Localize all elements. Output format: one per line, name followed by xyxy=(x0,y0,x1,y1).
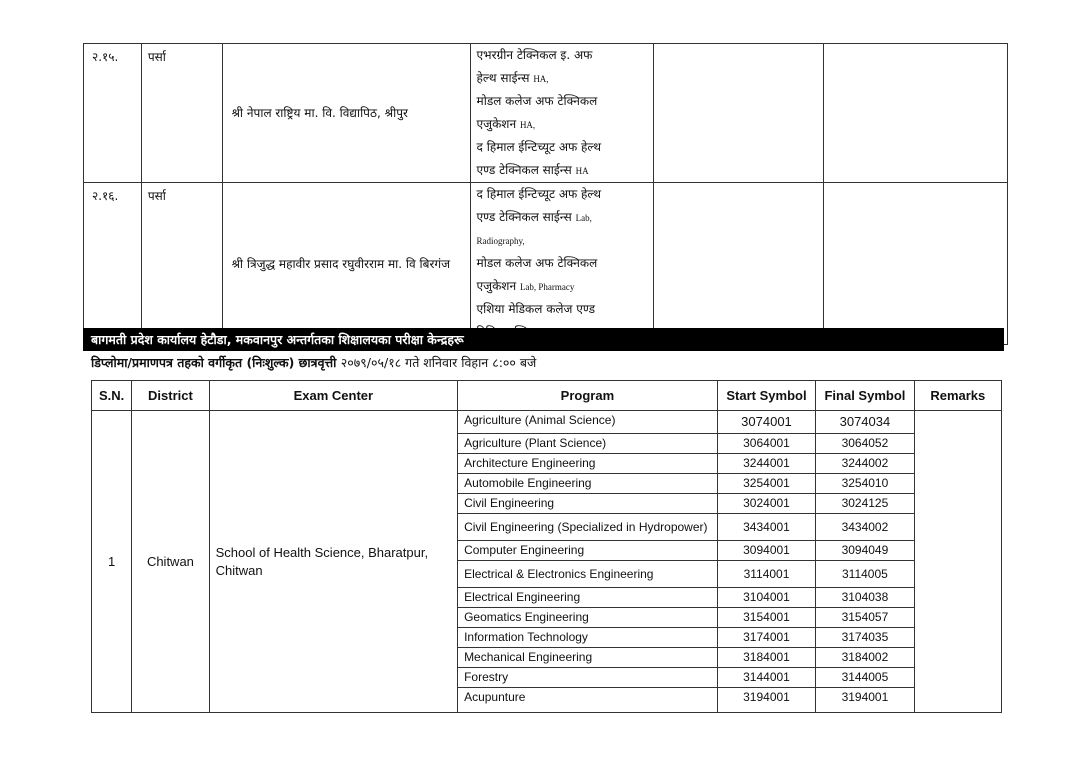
program-cell: Information Technology xyxy=(458,628,718,648)
program-line: द हिमाल ईन्टिच्यूट अफ हेल्थ xyxy=(476,140,602,154)
final-symbol-cell: 3094049 xyxy=(816,541,914,561)
table-row xyxy=(92,411,1002,434)
program-line: द हिमाल ईन्टिच्यूट अफ हेल्थ xyxy=(476,187,602,201)
table-row xyxy=(84,44,1008,183)
program-line: मोडल कलेज अफ टेक्निकल xyxy=(476,256,598,270)
final-symbol-cell: 3154057 xyxy=(816,608,914,628)
program-line: एजुकेशन HA, xyxy=(476,117,536,131)
start-symbol-cell: 3024001 xyxy=(717,494,815,514)
header-remarks: Remarks xyxy=(914,381,1001,411)
start-symbol-cell: 3094001 xyxy=(717,541,815,561)
program-line: एण्ड टेक्निकल साईन्स Lab, xyxy=(476,210,592,224)
start-symbol-cell: 3104001 xyxy=(717,588,815,608)
program-line: एण्ड टेक्निकल साईन्स HA xyxy=(476,163,589,177)
exam-center-cell: श्री त्रिजुद्ध महावीर प्रसाद रघुवीरराम मा. वि बिरगंज xyxy=(223,183,470,345)
program-cell: Civil Engineering (Specialized in Hydropower) xyxy=(458,514,718,541)
header-start-symbol: Start Symbol xyxy=(717,381,815,411)
district-cell: पर्सा xyxy=(141,44,223,183)
program-line: एभरग्रीन टेक्निकल इ. अफ xyxy=(476,48,593,62)
final-symbol-cell: 3174035 xyxy=(816,628,914,648)
serial-number-cell: २.१६. xyxy=(84,183,142,345)
program-cell: Forestry xyxy=(458,668,718,688)
program-list-cell xyxy=(470,44,653,183)
subtitle-date-time: २०७९/०५/१८ गते शनिवार विहान ८:०० बजे xyxy=(340,355,537,370)
subtitle-scholarship-level: डिप्लोमा/प्रमाणपत्र तहको वर्गीकृत (निःशुल्क) छात्रवृत्ती xyxy=(91,355,337,370)
exam-schedule-subtitle xyxy=(91,354,536,371)
exam-center-cell: School of Health Science, Bharatpur, Chitwan xyxy=(209,411,457,713)
remarks-cell xyxy=(914,411,1001,713)
start-symbol-cell: 3244001 xyxy=(717,454,815,474)
program-list-cell xyxy=(470,183,653,345)
program-line: Radiography, xyxy=(476,236,525,246)
header-exam-center: Exam Center xyxy=(209,381,457,411)
program-cell: Automobile Engineering xyxy=(458,474,718,494)
start-symbol-cell: 3194001 xyxy=(717,688,815,713)
district-cell: पर्सा xyxy=(141,183,223,345)
start-symbol-cell: 3254001 xyxy=(717,474,815,494)
final-symbol-cell: 3074034 xyxy=(816,411,914,434)
top-exam-center-table xyxy=(83,43,1008,345)
start-symbol-cell: 3144001 xyxy=(717,668,815,688)
header-program: Program xyxy=(458,381,718,411)
final-symbol-cell: 3024125 xyxy=(816,494,914,514)
program-cell: Electrical Engineering xyxy=(458,588,718,608)
header-district: District xyxy=(132,381,209,411)
start-symbol-cell xyxy=(653,183,823,345)
start-symbol-cell: 3064001 xyxy=(717,434,815,454)
program-cell: Acupunture xyxy=(458,688,718,713)
program-cell: Electrical & Electronics Engineering xyxy=(458,561,718,588)
program-cell: Computer Engineering xyxy=(458,541,718,561)
final-symbol-cell: 3104038 xyxy=(816,588,914,608)
program-line: एशिया मेडिकल कलेज एण्ड xyxy=(476,302,596,316)
table-row xyxy=(84,183,1008,345)
remarks-cell xyxy=(823,44,1007,183)
program-cell: Agriculture (Plant Science) xyxy=(458,434,718,454)
section-banner: बागमती प्रदेश कार्यालय हेटौडा, मकवानपुर अन्तर्गतका शिक्षालयका परीक्षा केन्द्रहरू xyxy=(83,328,1004,351)
exam-center-table xyxy=(91,380,1002,713)
final-symbol-cell: 3254010 xyxy=(816,474,914,494)
start-symbol-cell: 3174001 xyxy=(717,628,815,648)
program-line: मोडल कलेज अफ टेक्निकल xyxy=(476,94,598,108)
start-symbol-cell: 3114001 xyxy=(717,561,815,588)
start-symbol-cell xyxy=(653,44,823,183)
final-symbol-cell: 3244002 xyxy=(816,454,914,474)
program-cell: Civil Engineering xyxy=(458,494,718,514)
start-symbol-cell: 3184001 xyxy=(717,648,815,668)
final-symbol-cell: 3184002 xyxy=(816,648,914,668)
start-symbol-cell: 3074001 xyxy=(717,411,815,434)
district-cell: Chitwan xyxy=(132,411,209,713)
program-cell: Agriculture (Animal Science) xyxy=(458,411,718,434)
final-symbol-cell: 3144005 xyxy=(816,668,914,688)
final-symbol-cell: 3434002 xyxy=(816,514,914,541)
start-symbol-cell: 3434001 xyxy=(717,514,815,541)
exam-center-cell: श्री नेपाल राष्ट्रिय मा. वि. विद्यापिठ, श्रीपुर xyxy=(223,44,470,183)
program-line: हेल्थ साईन्स HA, xyxy=(476,71,549,85)
remarks-cell xyxy=(823,183,1007,345)
program-cell: Architecture Engineering xyxy=(458,454,718,474)
final-symbol-cell: 3114005 xyxy=(816,561,914,588)
header-sn: S.N. xyxy=(92,381,132,411)
serial-number-cell: 1 xyxy=(92,411,132,713)
final-symbol-cell: 3194001 xyxy=(816,688,914,713)
program-line: एजुकेशन Lab, Pharmacy xyxy=(476,279,575,293)
program-cell: Mechanical Engineering xyxy=(458,648,718,668)
final-symbol-cell: 3064052 xyxy=(816,434,914,454)
serial-number-cell: २.१५. xyxy=(84,44,142,183)
header-final-symbol: Final Symbol xyxy=(816,381,914,411)
start-symbol-cell: 3154001 xyxy=(717,608,815,628)
program-cell: Geomatics Engineering xyxy=(458,608,718,628)
table-header-row xyxy=(92,381,1002,411)
